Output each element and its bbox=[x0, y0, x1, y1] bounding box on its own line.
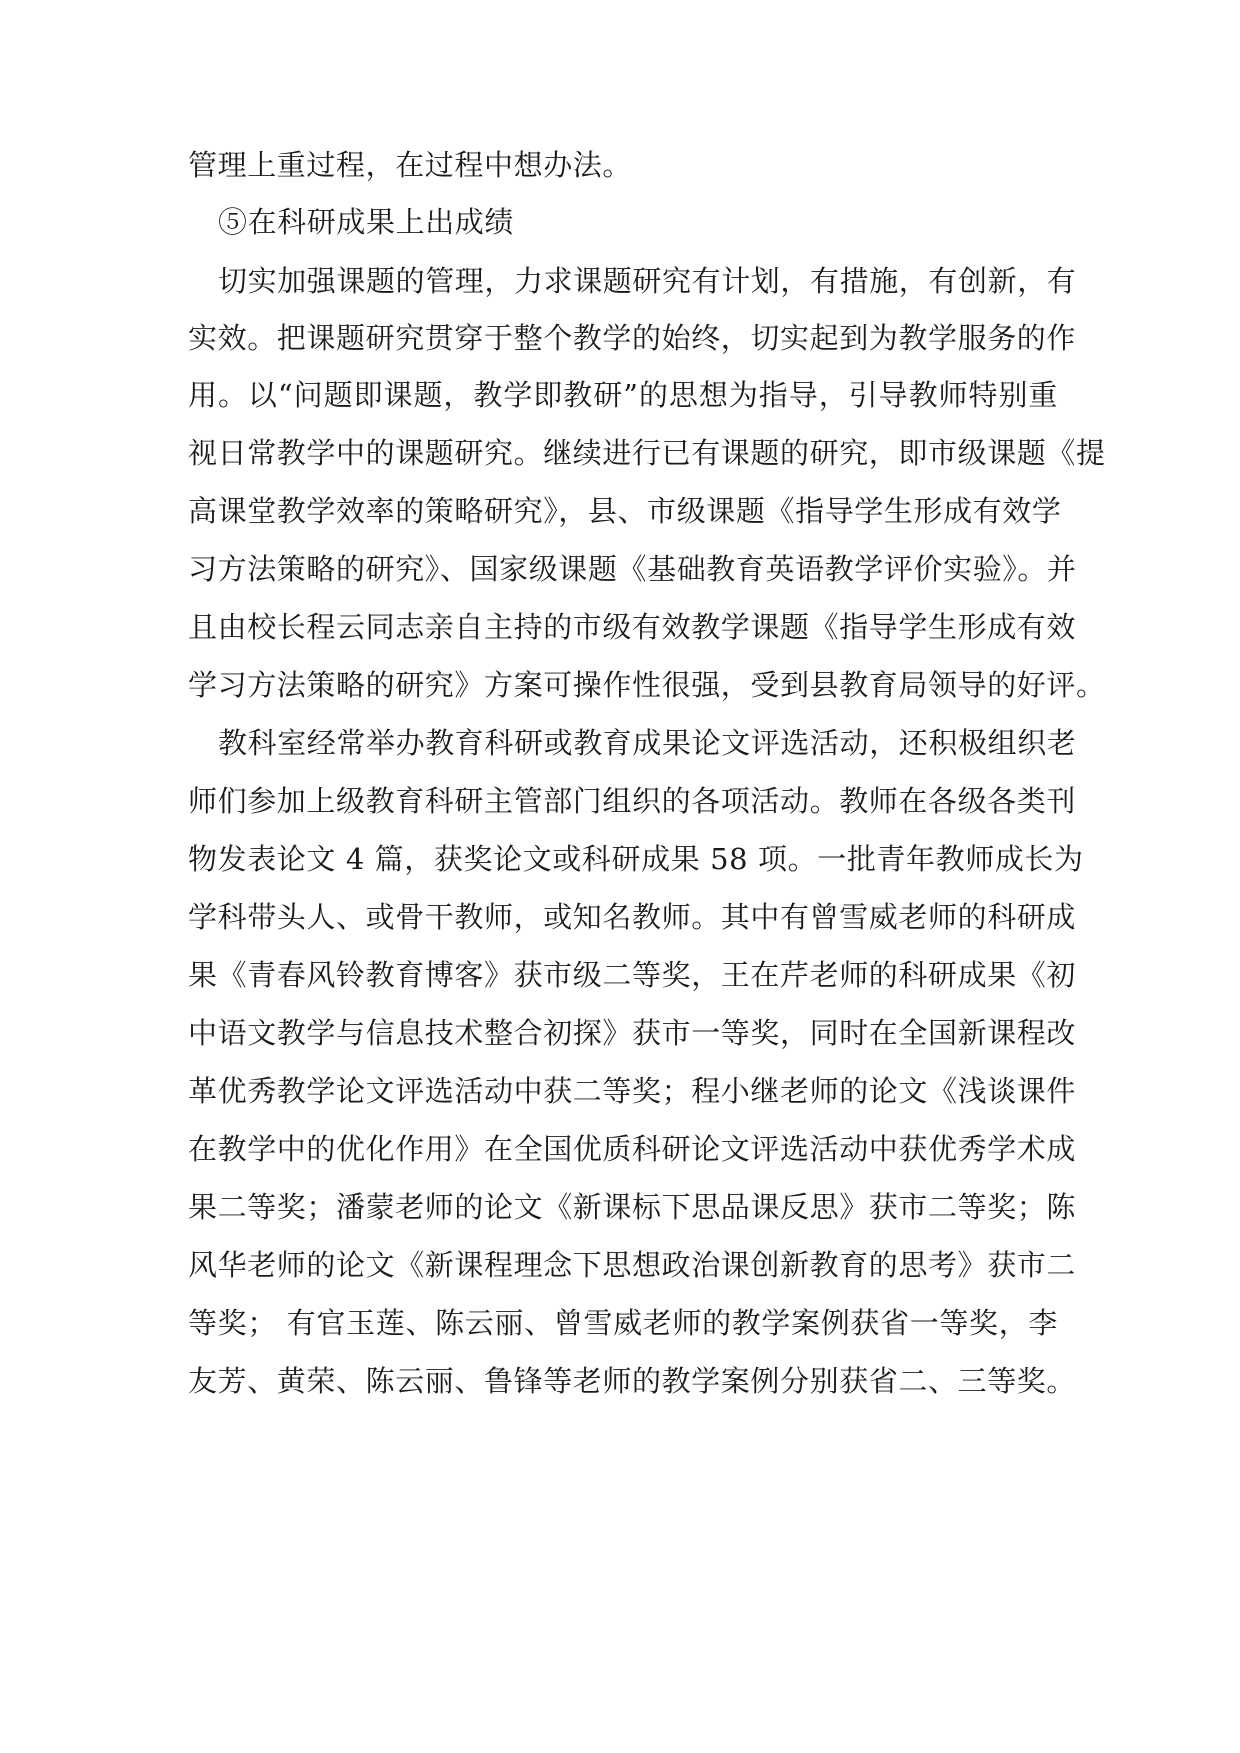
text-line: 视日常教学中的课题研究。继续进行已有课题的研究，即市级课题《提 bbox=[188, 436, 1106, 470]
text-line: 切实加强课题的管理，力求课题研究有计划，有措施，有创新，有 bbox=[218, 264, 1077, 298]
text-line: 师们参加上级教育科研主管部门组织的各项活动。教师在各级各类刊 bbox=[188, 784, 1077, 818]
text-line: 革优秀教学论文评选活动中获二等奖；程小继老师的论文《浅谈课件 bbox=[188, 1074, 1077, 1108]
section-heading: ⑤在科研成果上出成绩 bbox=[218, 205, 515, 239]
text-line: 习方法策略的研究》、国家级课题《基础教育英语教学评价实验》。并 bbox=[188, 552, 1077, 586]
text-line: 果《青春风铃教育博客》获市级二等奖，王在芹老师的科研成果《初 bbox=[188, 958, 1077, 992]
text-line: 管理上重过程，在过程中想办法。 bbox=[188, 148, 633, 182]
text-line: 实效。把课题研究贯穿于整个教学的始终，切实起到为教学服务的作 bbox=[188, 321, 1077, 355]
text-line: 高课堂教学效率的策略研究》，县、市级课题《指导学生形成有效学 bbox=[188, 494, 1062, 528]
text-line: 教科室经常举办教育科研或教育成果论文评选活动，还积极组织老 bbox=[218, 726, 1077, 760]
text-line: 用。以“问题即课题，教学即教研”的思想为指导，引导教师特别重 bbox=[188, 378, 1058, 412]
text-line: 等奖； 有官玉莲、陈云丽、曾雪威老师的教学案例获省一等奖，李 bbox=[188, 1306, 1058, 1340]
text-line: 学科带头人、或骨干教师，或知名教师。其中有曾雪威老师的科研成 bbox=[188, 900, 1077, 934]
text-line: 在教学中的优化作用》在全国优质科研论文评选活动中获优秀学术成 bbox=[188, 1132, 1077, 1166]
text-line: 果二等奖；潘蒙老师的论文《新课标下思品课反思》获市二等奖；陈 bbox=[188, 1190, 1077, 1224]
text-line: 物发表论文 4 篇，获奖论文或科研成果 58 项。一批青年教师成长为 bbox=[188, 842, 1084, 876]
text-line: 中语文教学与信息技术整合初探》获市一等奖，同时在全国新课程改 bbox=[188, 1016, 1077, 1050]
text-line: 学习方法策略的研究》方案可操作性很强，受到县教育局领导的好评。 bbox=[188, 668, 1106, 702]
text-line: 风华老师的论文《新课程理念下思想政治课创新教育的思考》获市二 bbox=[188, 1248, 1077, 1282]
text-line: 友芳、黄荣、陈云丽、鲁锋等老师的教学案例分别获省二、三等奖。 bbox=[188, 1364, 1077, 1398]
text-line: 且由校长程云同志亲自主持的市级有效教学课题《指导学生形成有效 bbox=[188, 610, 1077, 644]
